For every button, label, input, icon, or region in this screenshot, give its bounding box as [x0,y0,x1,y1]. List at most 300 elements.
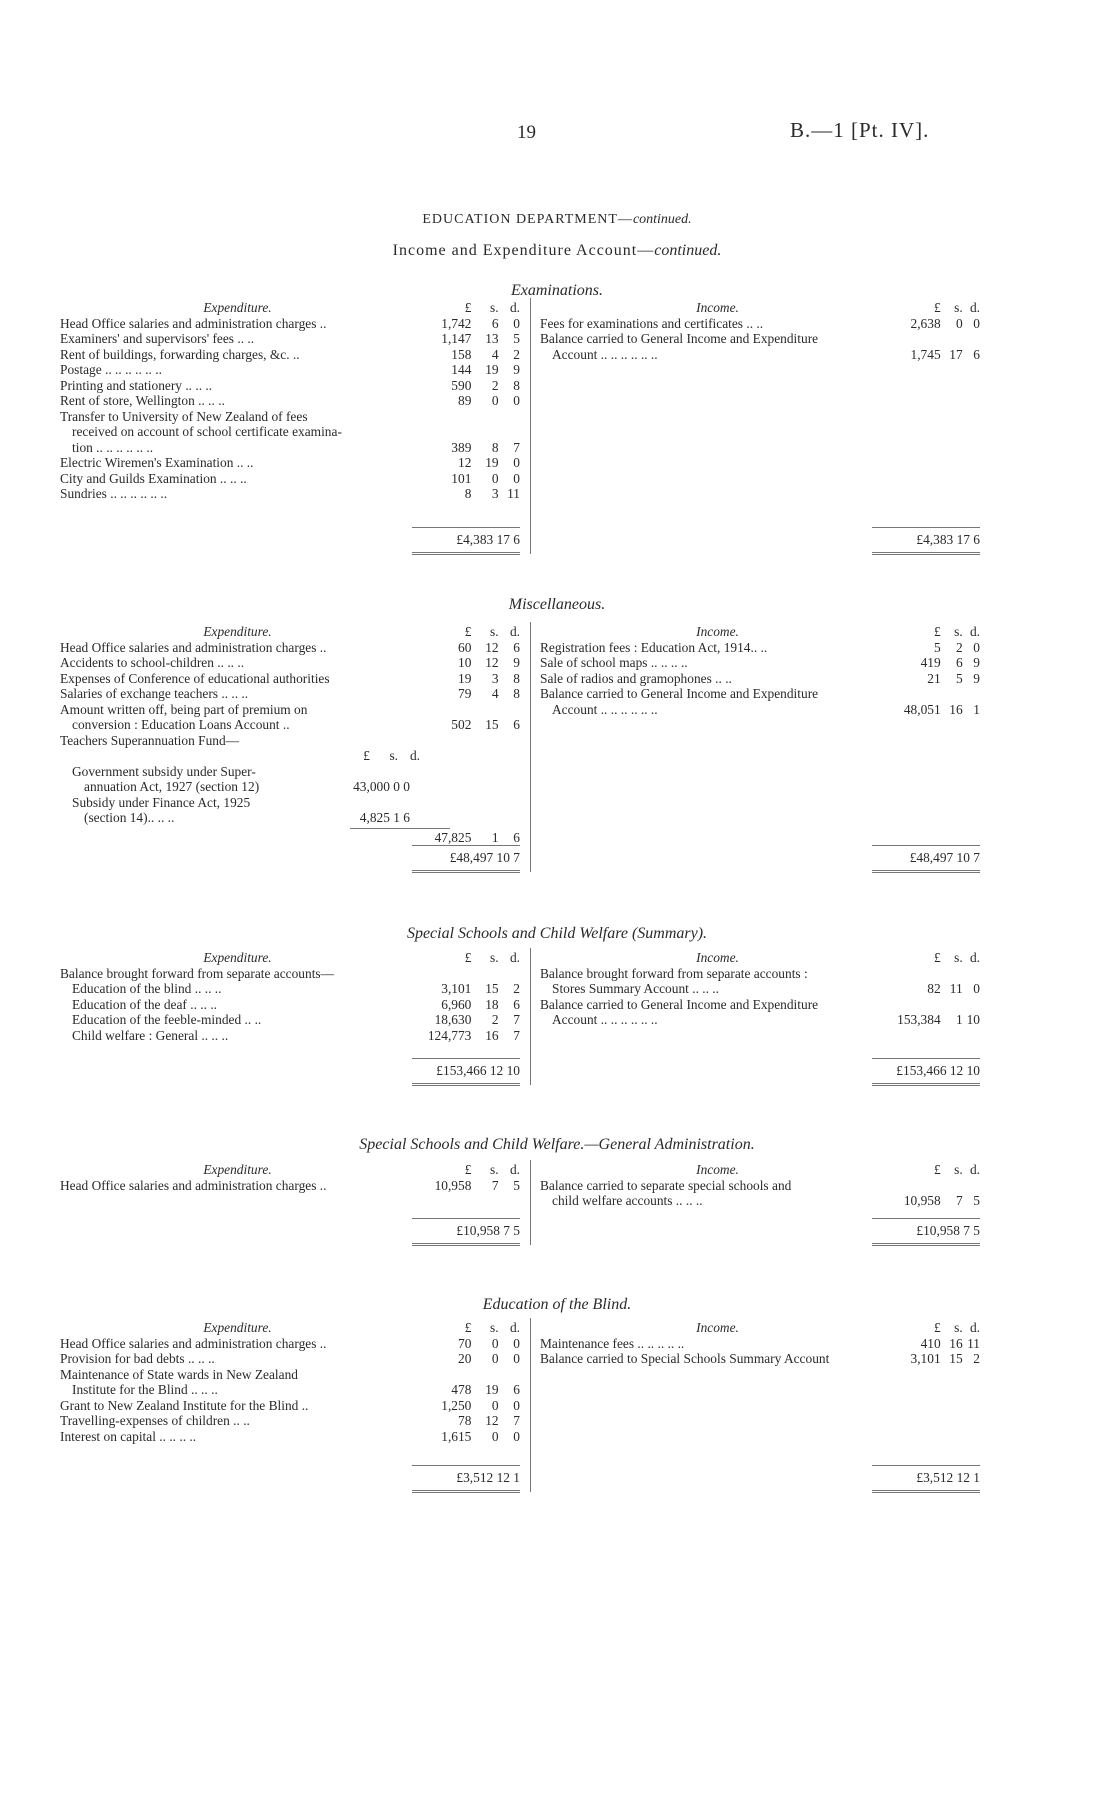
total-double-rule [412,1083,520,1086]
total-rule [872,527,980,528]
total-double-rule [872,870,980,873]
special_summary-expenditure-total: £153,466 12 10 [436,1063,520,1078]
table-row [60,347,520,363]
table-row [540,997,980,1013]
amount-pence: 6 [513,639,520,655]
table-row [60,640,520,656]
amount-shillings [471,1367,498,1383]
special_summary-section-title: Special Schools and Child Welfare (Summary). [406,925,708,942]
table-row [60,1398,520,1414]
amount-pence: 11 [967,1335,980,1351]
superannuation-amount: 43,000 0 0 [353,779,410,794]
amount-shillings: 19 [485,362,499,377]
line-item-description: Balance carried to General Income and Expenditure [540,331,819,346]
amount-pounds [415,966,471,982]
line-item-amount [895,1351,980,1367]
shillings-header: s. [954,624,963,639]
currency-header [895,1162,980,1178]
line-item-description: Electric Wiremen's Examination .. .. [60,455,254,470]
amount-pounds: 79 [458,686,472,701]
pounds-header: £ [464,624,472,639]
amount-pence: 1 [973,701,980,717]
amount-pence: 6 [513,717,520,732]
amount-pounds [415,733,471,749]
amount-shillings: 1 [491,829,499,845]
miscellaneous-income-table [540,624,980,717]
income-column-header: Income. [696,1162,739,1177]
table-row [60,686,520,702]
line-item-description: Account .. .. .. .. .. .. [552,1012,658,1027]
amount-pence: 0 [973,315,980,331]
superannuation-description: Subsidy under Finance Act, 1925 [72,794,251,810]
special_summary-income-table [540,950,980,1028]
line-item-description: Accidents to school-children .. .. .. [60,655,245,670]
shillings-header: s. [490,950,499,965]
line-item-amount [895,655,980,671]
blind-expenditure-table [60,1320,520,1444]
amount-pence [499,1367,520,1383]
examinations-column-divider [530,298,531,554]
amount-shillings [471,424,498,440]
superannuation-total-spacer [60,830,415,846]
line-item-amount [415,966,520,982]
line-item-description: City and Guilds Examination .. .. .. [60,470,247,486]
amount-shillings: 1 [955,1012,963,1027]
amount-shillings: 0 [491,393,499,408]
pounds-header: £ [933,1320,941,1335]
line-item-amount [415,640,520,656]
table-row [540,981,980,997]
table-row [60,671,520,687]
line-item-description: Stores Summary Account .. .. .. [552,981,719,996]
amount-pounds: 1,615 [441,1428,472,1444]
amount-pence: 0 [513,470,520,486]
amount-shillings: 16 [949,701,963,717]
amount-shillings [941,1178,963,1194]
amount-pounds: 101 [451,470,472,486]
pounds-header: £ [933,1162,941,1177]
special_admin-expenditure-total: £10,958 7 5 [456,1223,520,1238]
total-double-rule [872,1243,980,1246]
amount-shillings: 15 [949,1351,963,1366]
table-row [60,997,520,1013]
total-rule [412,1465,520,1466]
amount-pounds: 3,101 [441,981,472,996]
amount-shillings: 5 [955,670,963,686]
pence-header: d. [509,1162,520,1177]
amount-shillings: 6 [491,315,499,331]
amount-shillings: 0 [491,1428,499,1444]
shillings-header: s. [954,1320,963,1335]
line-item-amount [415,655,520,671]
pence-header: d. [969,624,980,639]
special_summary-income-total: £153,466 12 10 [896,1063,980,1078]
amount-pence: 5 [973,1193,980,1208]
amount-shillings [941,997,963,1013]
amount-pounds: 48,051 [903,701,941,717]
line-item-description: Child welfare : General .. .. .. [72,1027,229,1043]
amount-pounds: 70 [458,1335,472,1351]
amount-pence: 8 [513,670,520,686]
shillings-header: s. [954,950,963,965]
line-item-amount [415,997,520,1013]
line-item-description: Institute for the Blind .. .. .. [72,1382,218,1397]
currency-header [895,300,980,316]
amount-shillings: 0 [491,1397,499,1413]
amount-pounds: 153,384 [897,1012,941,1027]
pounds-header: £ [464,1162,472,1177]
amount-pence: 9 [513,362,520,377]
line-item-description: Maintenance fees .. .. .. .. .. [540,1335,685,1351]
line-item-description: Balance carried to Special Schools Summary Account [540,1351,830,1366]
pence-header: d. [509,1320,520,1335]
table-row [60,702,520,718]
examinations-expenditure-table [60,300,520,502]
line-item-description: Balance carried to General Income and Expenditure [540,686,819,701]
amount-pounds: 1,745 [910,346,941,362]
table-row [60,1028,520,1044]
amount-shillings: 15 [485,981,499,996]
superannuation-subheader [60,748,520,764]
table-row [540,640,980,656]
line-item-description: Head Office salaries and administration charges .. [60,639,327,655]
amount-pounds: 78 [458,1413,472,1428]
shillings-header: s. [490,624,499,639]
amount-pounds: 10,958 [434,1177,472,1193]
amount-pounds: 419 [920,655,941,670]
line-item-description: Head Office salaries and administration charges .. [60,315,327,331]
line-item-amount [415,1028,520,1044]
miscellaneous-expenditure-total: £48,497 10 7 [449,850,520,865]
line-item-description: Rent of buildings, forwarding charges, &c. .. [60,346,300,362]
line-item-amount [415,671,520,687]
pence-header: d. [969,1320,980,1335]
superannuation-description: Government subsidy under Super- [72,763,256,779]
amount-pence: 0 [973,981,980,996]
line-item-description: Provision for bad debts .. .. .. [60,1351,215,1366]
amount-shillings: 19 [485,1382,499,1397]
special_admin-income-table [540,1162,980,1209]
line-item-description: Examiners' and supervisors' fees .. .. [60,331,255,346]
line-item-amount [415,733,520,749]
total-double-rule [412,1490,520,1493]
line-item-amount [415,1367,520,1383]
amount-pounds: 10 [458,655,472,670]
expenditure-header-row [60,624,520,640]
expenditure-column-header: Expenditure. [203,1162,272,1177]
amount-pence [499,424,520,440]
amount-pounds [415,424,471,440]
amount-shillings: 3 [491,486,499,501]
line-item-amount [415,393,520,409]
pence-header: d. [969,1162,980,1177]
amount-pence: 0 [513,1397,520,1413]
amount-pounds: 20 [458,1351,472,1366]
table-row [60,733,520,749]
blind-income-total: £3,512 12 1 [916,1470,980,1485]
line-item-amount [415,440,520,456]
expenditure-header-row [60,1162,520,1178]
miscellaneous-expenditure-table [60,624,520,845]
amount-shillings: 0 [491,470,499,486]
line-item-amount [415,1382,520,1398]
blind-section-title: Education of the Blind. [482,1296,632,1313]
amount-shillings: 0 [955,315,963,331]
examinations-expenditure-total: £4,383 17 6 [456,532,520,547]
total-rule [412,527,520,528]
line-item-amount [415,1429,520,1445]
table-row [60,440,520,456]
table-row [60,486,520,502]
pounds-header: £ [464,300,472,315]
amount-pence: 0 [973,639,980,655]
amount-shillings: 17 [949,346,963,362]
line-item-amount [895,331,980,347]
line-item-description: Salaries of exchange teachers .. .. .. [60,686,249,701]
line-item-amount [415,1351,520,1367]
amount-shillings [471,702,498,718]
income-header-row [540,950,980,966]
miscellaneous-column-divider [530,622,531,872]
amount-shillings: 7 [955,1193,963,1208]
amount-pounds: 158 [451,346,472,362]
total-double-rule [412,552,520,555]
amount-pence: 7 [513,1413,520,1428]
pence-header: d. [969,950,980,965]
department-heading: EDUCATION DEPARTMENT—continued. [422,212,692,227]
line-item-description: Fees for examinations and certificates .. .. [540,315,764,331]
total-double-rule [872,552,980,555]
line-item-description: Account .. .. .. .. .. .. [552,346,658,362]
amount-pounds: 1,250 [441,1397,472,1413]
line-item-amount [415,1012,520,1028]
table-row [60,966,520,982]
expenditure-column-header: Expenditure. [203,300,272,315]
table-row [540,1351,980,1367]
amount-pounds: 89 [458,393,472,408]
examinations-section-title: Examinations. [511,282,603,299]
income-column-header: Income. [696,624,739,639]
superannuation-line [60,795,520,811]
amount-pounds: 502 [451,717,472,732]
line-item-amount [895,1178,980,1194]
table-row [60,1429,520,1445]
table-row [60,1367,520,1383]
table-row [540,331,980,347]
income-column-header: Income. [696,950,739,965]
amount-pounds [415,409,471,425]
amount-pence: 0 [513,1428,520,1444]
amount-shillings: 19 [485,455,499,470]
table-row [60,1351,520,1367]
sub-pounds-header: £ [363,748,370,763]
amount-pence: 0 [513,1351,520,1366]
line-item-amount [895,702,980,718]
amount-pence: 7 [513,1012,520,1027]
line-item-amount [415,331,520,347]
amount-pence [499,702,520,718]
amount-shillings: 2 [955,639,963,655]
line-item-description: Sale of radios and gramophones .. .. [540,670,732,686]
amount-shillings [471,733,498,749]
amount-shillings: 16 [949,1335,963,1351]
line-item-description: Grant to New Zealand Institute for the Blind .. [60,1397,309,1413]
table-row [540,702,980,718]
table-row [60,316,520,332]
expenditure-header-row [60,950,520,966]
miscellaneous-section-title: Miscellaneous. [508,596,606,613]
line-item-amount [895,1012,980,1028]
blind-column-divider [530,1318,531,1492]
line-item-amount [895,316,980,332]
line-item-description: tion .. .. .. .. .. .. [72,439,154,455]
table-row [540,1336,980,1352]
shillings-header: s. [490,1320,499,1335]
line-item-description: Printing and stationery .. .. .. [60,377,213,393]
amount-shillings: 18 [485,996,499,1012]
line-item-description: Balance carried to separate special schools and [540,1177,792,1193]
amount-pounds: 389 [451,439,472,455]
expenditure-column-header: Expenditure. [203,1320,272,1335]
amount-shillings: 4 [491,346,499,362]
table-row [540,686,980,702]
superannuation-amount [295,764,410,780]
line-item-amount [415,1413,520,1429]
amount-pounds: 590 [451,377,472,393]
amount-pence: 11 [507,486,520,501]
superannuation-description: annuation Act, 1927 (section 12) [84,779,260,794]
income-header-row [540,1320,980,1336]
amount-pounds: 18,630 [434,1012,472,1027]
table-row [60,1382,520,1398]
line-item-description: Education of the feeble-minded .. .. [72,1012,262,1027]
table-row [60,362,520,378]
table-row [60,717,520,733]
table-row [60,471,520,487]
amount-pence: 9 [513,655,520,670]
amount-shillings: 12 [485,639,499,655]
sub-shillings-header: s. [389,748,398,763]
pence-header: d. [509,624,520,639]
line-item-amount [415,1178,520,1194]
shillings-header: s. [954,300,963,315]
line-item-description: Education of the blind .. .. .. [72,981,222,996]
table-row [60,655,520,671]
line-item-amount [415,486,520,502]
table-row [540,1193,980,1209]
amount-shillings: 7 [491,1177,499,1193]
total-rule [412,845,520,846]
total-rule [872,1058,980,1059]
line-item-amount [895,686,980,702]
amount-pounds: 5 [933,639,941,655]
amount-shillings: 2 [491,377,499,393]
amount-pounds [895,331,941,347]
table-row [60,393,520,409]
currency-header [415,300,520,316]
total-double-rule [872,1083,980,1086]
amount-shillings [471,966,498,982]
expenditure-header-row [60,300,520,316]
page-number: 19 [517,122,536,143]
line-item-amount [415,686,520,702]
total-double-rule [872,1490,980,1493]
line-item-description: Head Office salaries and administration charges .. [60,1335,327,1351]
amount-pence: 2 [973,1351,980,1366]
pence-header: d. [509,300,520,315]
total-rule [872,1218,980,1219]
line-item-description: child welfare accounts .. .. .. [552,1193,703,1208]
special_admin-section-title: Special Schools and Child Welfare.—General Administration. [359,1136,755,1153]
amount-pence [499,966,520,982]
amount-shillings: 0 [491,1335,499,1351]
amount-pounds [895,1178,941,1194]
currency-header [895,624,980,640]
line-item-amount [415,455,520,471]
amount-shillings: 13 [485,331,499,346]
line-item-amount [895,966,980,982]
superannuation-total-row [60,830,520,846]
line-item-description: Registration fees : Education Act, 1914.. .. [540,639,768,655]
amount-pence: 9 [973,655,980,670]
amount-shillings [941,966,963,982]
table-row [60,1336,520,1352]
amount-pence [963,1178,980,1194]
currency-header [415,1162,520,1178]
amount-pounds: 19 [458,670,472,686]
pounds-header: £ [933,950,941,965]
line-item-description: Amount written off, being part of premium on [60,701,308,717]
amount-shillings: 0 [491,1351,499,1366]
table-row [540,671,980,687]
pounds-header: £ [933,300,941,315]
amount-pence [963,966,980,982]
amount-pounds: 8 [464,486,472,501]
special_summary-column-divider [530,948,531,1085]
table-row [540,966,980,982]
income-column-header: Income. [696,300,739,315]
table-row [60,331,520,347]
currency-header [895,1320,980,1336]
amount-pence: 7 [513,1027,520,1043]
amount-shillings: 12 [485,655,499,670]
currency-header [895,950,980,966]
miscellaneous-income-total: £48,497 10 7 [909,850,980,865]
line-item-amount [895,347,980,363]
special_admin-column-divider [530,1160,531,1245]
currency-header [415,1320,520,1336]
table-row [60,1178,520,1194]
table-row [540,1012,980,1028]
line-item-description: Education of the deaf .. .. .. [72,996,218,1012]
expenditure-column-header: Expenditure. [203,624,272,639]
pounds-header: £ [464,1320,472,1335]
line-item-amount [895,671,980,687]
line-item-amount [415,347,520,363]
amount-pence: 0 [513,1335,520,1351]
line-item-amount [415,981,520,997]
income-header-row [540,300,980,316]
table-row [60,1413,520,1429]
line-item-amount [415,316,520,332]
amount-pounds: 1,147 [441,331,472,346]
pence-header: d. [509,950,520,965]
amount-pence: 0 [513,315,520,331]
amount-shillings [941,331,963,347]
shillings-header: s. [490,300,499,315]
amount-pence: 10 [966,1012,980,1027]
special_summary-expenditure-table [60,950,520,1043]
